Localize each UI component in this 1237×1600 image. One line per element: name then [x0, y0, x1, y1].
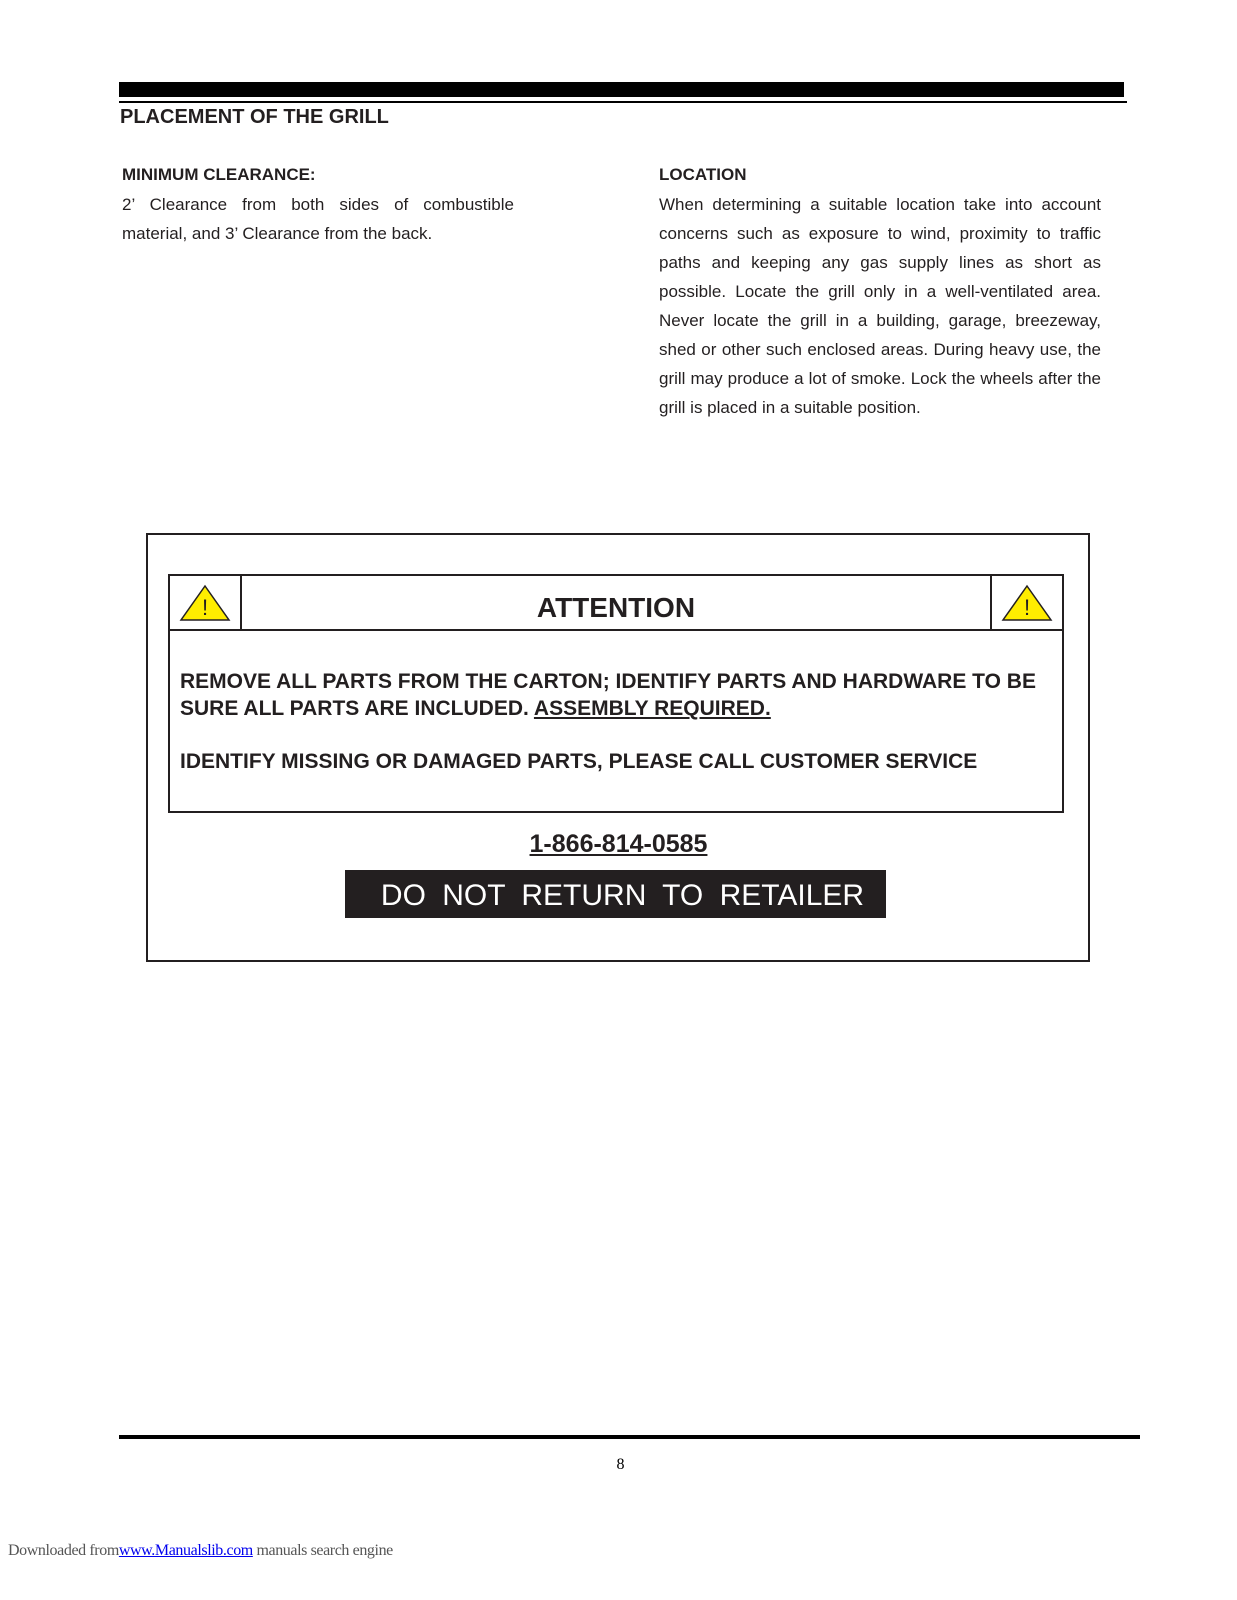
- min-clearance-heading: MINIMUM CLEARANCE:: [122, 165, 316, 184]
- location-section: [659, 160, 1101, 422]
- svg-text:!: !: [201, 594, 209, 620]
- location-text: When determining a suitable location take into account concerns such as exposure to wind, proximity to traffic paths and keeping any gas supply lines as short as possible. Locate the grill only in a well-ventilated area. Never locate the grill in a building, garage, breezeway, shed or other such enclosed areas. During heavy use, the grill may produce a lot of smoke. Lock the wheels after the grill is placed in a suitable position.: [659, 195, 1101, 417]
- location-heading: LOCATION: [659, 165, 747, 184]
- attention-box: [168, 574, 1064, 813]
- footer-prefix: Downloaded from: [8, 1542, 119, 1559]
- manualslib-link[interactable]: www.Manualslib.com: [118, 1542, 253, 1559]
- warning-triangle-icon: [179, 584, 231, 622]
- attention-title: ATTENTION: [536, 592, 696, 623]
- warning-cell-left: [170, 576, 242, 629]
- min-clearance-section: [122, 160, 514, 248]
- page-number: 8: [616, 1456, 625, 1473]
- section-title: PLACEMENT OF THE GRILL: [120, 106, 389, 128]
- footer-rule: [119, 1435, 1140, 1439]
- warning-cell-right: [990, 576, 1062, 629]
- footer-suffix: manuals search engine: [256, 1542, 393, 1559]
- do-not-return-banner: DO NOT RETURN TO RETAILER: [345, 870, 886, 918]
- assembly-required-text: ASSEMBLY REQUIRED.: [533, 697, 771, 720]
- min-clearance-text: 2’ Clearance from both sides of combustible material, and 3’ Clearance from the back.: [122, 195, 514, 243]
- attention-header: [170, 576, 1062, 631]
- attention-line-2: IDENTIFY MISSING OR DAMAGED PARTS, PLEASE CALL CUSTOMER SERVICE: [180, 750, 978, 773]
- attention-body: [180, 668, 1060, 775]
- warning-triangle-icon: [1001, 584, 1053, 622]
- header-rule: [119, 101, 1127, 103]
- header-bar: [119, 82, 1124, 97]
- svg-text:!: !: [1023, 594, 1031, 620]
- customer-service-phone: 1-866-814-0585: [529, 830, 708, 858]
- remove-parts-text: REMOVE ALL PARTS FROM THE CARTON; IDENTIFY PARTS AND HARDWARE TO BE SURE ALL PARTS ARE INCLUDED.: [180, 670, 1036, 720]
- attention-line-1: [180, 668, 1060, 722]
- download-footer: [8, 1542, 393, 1560]
